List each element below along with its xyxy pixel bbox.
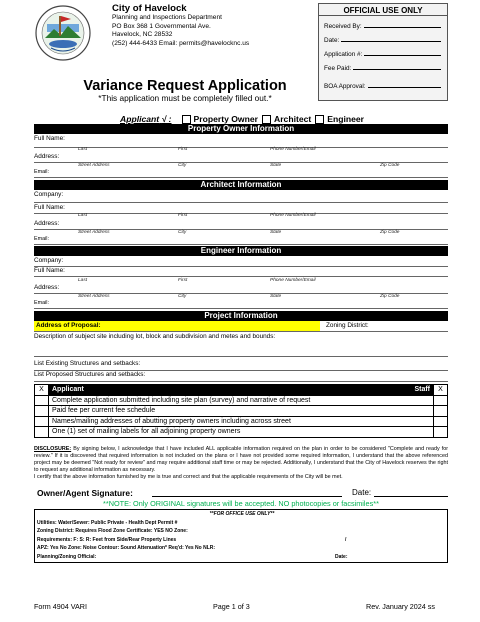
staff-check[interactable] — [434, 416, 448, 427]
architect-email-field[interactable]: Email: — [34, 236, 448, 245]
applicant-check[interactable] — [35, 395, 49, 406]
signature-label: Owner/Agent Signature: — [37, 488, 133, 498]
official-use-row: Date: — [319, 30, 447, 44]
official-use-row: Fee Paid: — [319, 58, 447, 72]
org-header — [112, 3, 249, 48]
footer-form-number: Form 4904 VARI — [34, 602, 87, 611]
office-requirements-line: Requirements: F: S: R: Feet from Side/Rear Property Lines / — [37, 536, 347, 543]
org-address-1: PO Box 368 1 Governmental Ave. — [112, 22, 211, 30]
signature-date-label: Date: — [352, 488, 372, 497]
org-contact: (252) 444-6433 Email: permits@havelocknc.us — [112, 39, 250, 47]
date-field[interactable] — [341, 41, 441, 42]
office-utilities-line: Utilities: Water/Sewer: Public Private - Health Dept Permit # — [37, 519, 178, 526]
checklist-row: Complete application submitted including site plan (survey) and narrative of request — [35, 395, 448, 406]
architect-full-name-field[interactable]: Full Name: — [34, 204, 448, 214]
engineer-section-header: Engineer Information — [34, 246, 448, 256]
checklist-row: One (1) set of mailing labels for all adjoining property owners — [35, 427, 448, 438]
office-use-box — [34, 509, 448, 563]
address-of-proposal-field[interactable]: Address of Proposal: — [34, 321, 320, 331]
footer-revision: Rev. January 2024 ss — [366, 602, 435, 611]
disclosure-text: DISCLOSURE: By signing below, I acknowledge that I have included ALL applicable information required on the plan in order to be considered "Complete and ready for review." If it is discovered that required information is not included on the plans or I have not provided some required information, I understand that the above referenced project may be deemed "Not ready for review" and may require additional staff time or may be rejected. Additionally, I understand that the City of Havelock reserves the right to request any additional information as necessary. I certify that the above information furnished by me is true and correct and that the applicable requirements of the City will be met. — [34, 446, 449, 480]
architect-checkbox[interactable] — [262, 115, 271, 124]
office-apz-line: APZ: Yes No Zone: Noise Contour: Sound Attenuation* Req'd: Yes No NLR: — [37, 545, 216, 551]
disclosure-label: DISCLOSURE: — [34, 446, 72, 452]
existing-structures-field[interactable]: List Existing Structures and setbacks: — [34, 360, 448, 371]
architect-section-header: Architect Information — [34, 180, 448, 190]
project-section-header: Project Information — [34, 311, 448, 321]
signature-note: **NOTE: Only ORIGINAL signatures will be accepted. NO photocopies or facsimiles** — [103, 499, 379, 508]
checklist-row: Names/mailing addresses of abutting property owners including across street — [35, 416, 448, 427]
applicant-type-row: Applicant √ : Property Owner Architect Engineer — [120, 114, 365, 124]
application-number-field[interactable] — [364, 55, 441, 56]
submission-checklist — [34, 384, 448, 438]
applicant-label: Applicant √ : — [120, 114, 172, 124]
footer-page-number: Page 1 of 3 — [213, 602, 250, 611]
office-zoning-line: Zoning District: Requires Flood Zone Certificate: YES NO Zone: — [37, 528, 188, 534]
boa-approval-field[interactable] — [368, 87, 441, 88]
office-official-line: Planning/Zoning Official: Date: — [37, 553, 348, 560]
signature-date-field[interactable] — [374, 496, 448, 497]
architect-company-field[interactable]: Company: — [34, 191, 448, 203]
official-use-row: Application #: — [319, 44, 447, 58]
office-use-title: **FOR OFFICE USE ONLY** — [209, 511, 275, 517]
page-title: Variance Request Application — [83, 78, 287, 94]
staff-check[interactable] — [434, 406, 448, 417]
signature-field[interactable] — [152, 496, 342, 497]
staff-check[interactable] — [434, 395, 448, 406]
architect-address-field[interactable]: Address: — [34, 220, 448, 230]
official-use-title: OFFICIAL USE ONLY — [319, 4, 447, 16]
owner-full-name-field[interactable]: Full Name: — [34, 135, 448, 148]
owner-section-header: Property Owner Information — [34, 124, 448, 134]
received-by-field[interactable] — [364, 27, 441, 28]
engineer-full-name-field[interactable]: Full Name: — [34, 267, 448, 277]
property-owner-checkbox[interactable] — [182, 115, 191, 124]
engineer-checkbox[interactable] — [315, 115, 324, 124]
checklist-applicant-header: Applicant Staff — [49, 385, 434, 396]
org-address-2: Havelock, NC 28532 — [112, 31, 173, 39]
official-use-row: BOA Approval: — [319, 72, 447, 90]
fee-paid-field[interactable] — [353, 69, 441, 70]
engineer-company-field[interactable]: Company: — [34, 257, 448, 267]
checklist-row: Paid fee per current fee schedule — [35, 406, 448, 417]
org-dept: Planning and Inspections Department — [112, 14, 222, 21]
city-seal-logo — [34, 4, 92, 62]
owner-address-field[interactable]: Address: — [34, 153, 448, 163]
site-description-field[interactable]: Description of subject site including lot, block and subdivision and metes and bounds: — [34, 333, 448, 357]
owner-email-field[interactable]: Email: — [34, 169, 448, 178]
official-use-row: Received By: — [319, 16, 447, 30]
proposed-structures-field[interactable]: List Proposed Structures and setbacks: — [34, 371, 448, 382]
address-of-proposal-row — [34, 321, 448, 332]
org-name: City of Havelock — [112, 3, 187, 14]
page-subtitle: *This application must be completely filled out.* — [98, 93, 272, 103]
applicant-check[interactable] — [35, 416, 49, 427]
engineer-address-field[interactable]: Address: — [34, 284, 448, 294]
official-use-box — [318, 3, 448, 101]
applicant-check[interactable] — [35, 406, 49, 417]
checklist-header: X Applicant Staff X — [35, 385, 448, 396]
applicant-check[interactable] — [35, 427, 49, 438]
staff-check[interactable] — [434, 427, 448, 438]
certify-text: I certify that the above information furnished by me is true and correct and that the applicable requirements of the City will be met. — [34, 474, 343, 480]
zoning-district-label: Zoning District: — [326, 322, 369, 329]
engineer-email-field[interactable]: Email: — [34, 300, 448, 309]
